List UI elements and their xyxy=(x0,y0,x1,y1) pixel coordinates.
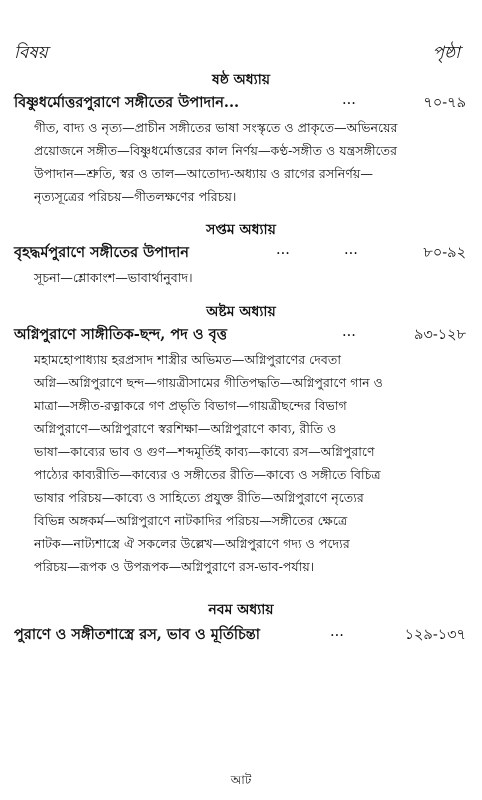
topic-line: নাটক—নাট্যশাস্ত্রে ঐ সকলের উল্লেখ—অগ্নিপুরাণে গদ্য ও পদ্যের xyxy=(34,536,350,551)
topic-line: ভাষা—কাব্যের ভাব ও গুণ—শব্দমূর্তিই কাব্য—কাব্যে রস—অগ্নিপুরাণে xyxy=(34,444,375,459)
page-range: ১২৯-১৩৭ xyxy=(404,627,466,643)
page-range: ৮০-৯২ xyxy=(423,245,466,261)
entry-title: বৃহদ্ধর্মপুরাণে সঙ্গীতের উপাদান xyxy=(14,244,189,261)
leader-dots: ... xyxy=(330,624,344,640)
toc-entry-chapter-nine[interactable] xyxy=(14,624,466,646)
topic-line: মহামহোপাধ্যায় হরপ্রসাদ শাস্ত্রীর অভিমত—অগ্নিপুরাণের দেবতা xyxy=(34,352,341,367)
page-range: ৯৩-১২৮ xyxy=(414,327,466,343)
topic-line: সূচনা—শ্লোকাংশ—ভাবার্থানুবাদ। xyxy=(34,270,193,285)
page-number-footer: আট xyxy=(230,773,252,787)
topic-line: পরিচয়—রূপক ও উপরূপক—অগ্নিপুরাণে রস-ভাব-পর্যায়। xyxy=(34,559,315,574)
entry-title: অগ্নিপুরাণে সাঙ্গীতিক-ছন্দ, পদ ও বৃত্ত xyxy=(14,326,228,343)
topic-line: নৃত্যসূত্রের পরিচয়—গীতলক্ষণের পরিচয়। xyxy=(34,189,237,204)
leader-dots: ... xyxy=(344,242,358,258)
entry-title: বিষ্ণুধর্মোত্তরপুরাণে সঙ্গীতের উপাদান... xyxy=(14,94,240,111)
topic-line: মাত্রা—সঙ্গীত-রত্নাকরে গণ প্রভৃতি বিভাগ—গায়ত্রীছন্দের বিভাগ xyxy=(34,398,347,413)
chapter-six-heading: ষষ্ঠ অধ্যায় xyxy=(211,72,271,88)
toc-entry-chapter-six[interactable] xyxy=(14,92,466,114)
page-column-heading: পৃষ্ঠা xyxy=(432,43,460,63)
chapter-seven-heading: সপ্তম অধ্যায় xyxy=(206,222,276,238)
toc-entry-chapter-eight[interactable] xyxy=(14,324,466,346)
topic-line: অগ্নি—অগ্নিপুরাণে ছন্দ—গায়ত্রীসামের গীতিপদ্ধতি—অগ্নিপুরাণে গান ও xyxy=(34,375,383,390)
leader-dots: ... xyxy=(342,324,356,340)
leader-dots: ... xyxy=(342,92,356,108)
topic-line: গীত, বাদ্য ও নৃত্য—প্রাচীন সঙ্গীতের ভাষা সংস্কৃতে ও প্রাকৃতে—অভিনয়ের xyxy=(34,120,398,135)
chapter-nine-heading: নবম অধ্যায় xyxy=(208,602,274,618)
topic-line: প্রয়োজনে সঙ্গীত—বিষ্ণুধর্মোত্তরের কাল নির্ণয়—কণ্ঠ-সঙ্গীত ও যন্ত্রসঙ্গীতের xyxy=(34,143,398,158)
entry-title: পুরাণে ও সঙ্গীতশাস্ত্রে রস, ভাব ও মূর্তিচিন্তা xyxy=(14,626,260,643)
topic-line: বিভিন্ন অঙ্গকর্ম—অগ্নিপুরাণে নাটকাদির পরিচয়—সঙ্গীতের ক্ষেত্রে xyxy=(34,513,348,528)
leader-dots: ... xyxy=(276,242,290,258)
chapter-eight-heading: অষ্টম অধ্যায় xyxy=(206,304,276,320)
toc-entry-chapter-seven[interactable] xyxy=(14,242,466,264)
topic-line: অগ্নিপুরাণে—অগ্নিপুরাণে স্বরশিক্ষা—অগ্নিপুরাণে কাব্য, রীতি ও xyxy=(34,421,337,436)
topic-line: ভাষার পরিচয়—কাব্যে ও সাহিত্যে প্রযুক্ত রীতি—অগ্নিপুরাণে নৃত্যের xyxy=(34,490,364,505)
topic-line: পাঠ্যের কাব্যরীতি—কাব্যের ও সঙ্গীতের রীতি—কাব্যে ও সঙ্গীতে বিচিত্র xyxy=(34,467,381,482)
subject-column-heading: বিষয় xyxy=(14,43,48,63)
page-range: ৭০-৭৯ xyxy=(423,95,466,111)
topic-line: উপাদান—শ্রুতি, স্বর ও তাল—আতোদ্য-অধ্যায় ও রাগের রসনির্ণয়— xyxy=(34,166,373,181)
